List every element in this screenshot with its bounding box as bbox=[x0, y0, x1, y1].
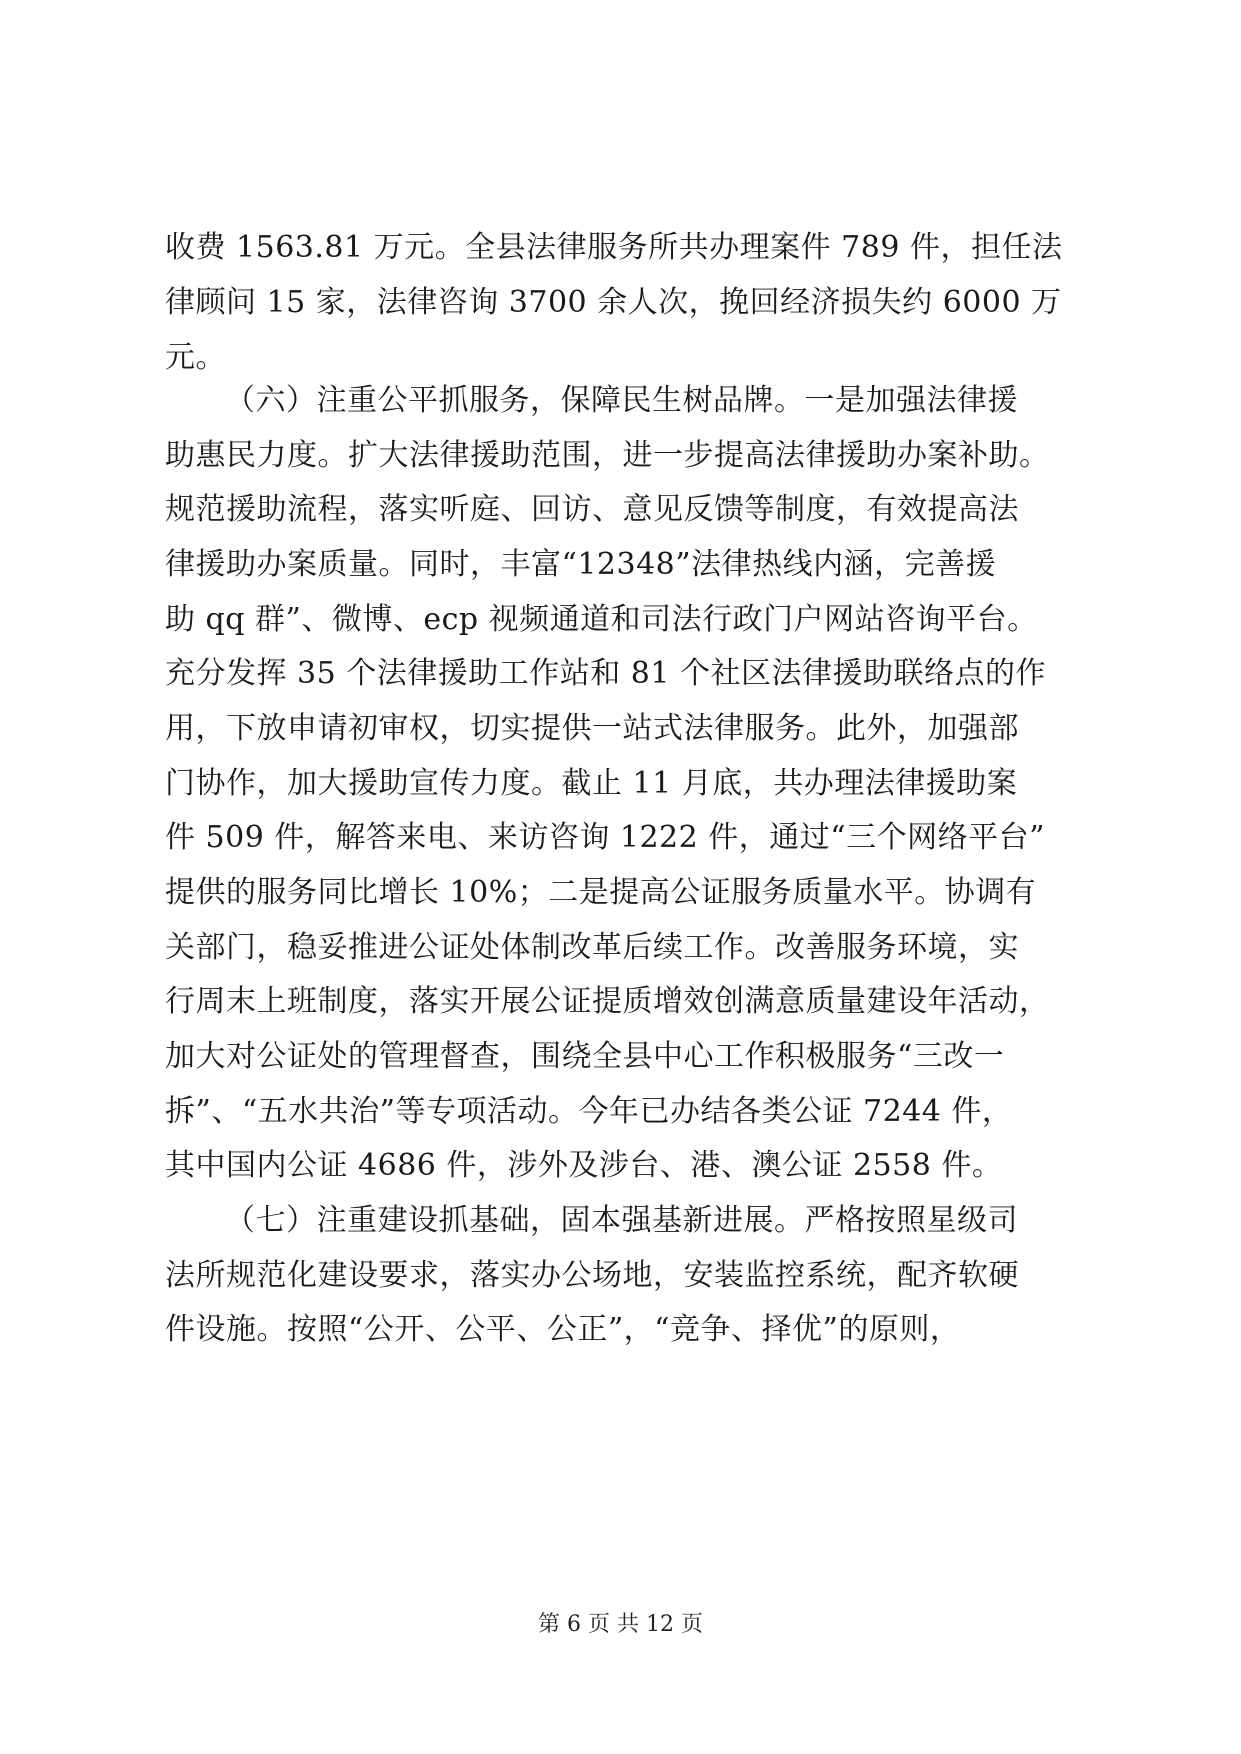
text-line: 门协作，加大援助宣传力度。截止 11 月底，共办理法律援助案 bbox=[165, 766, 1018, 801]
text-line: 加大对公证处的管理督查，围绕全县中心工作积极服务“三改一 bbox=[165, 1039, 1005, 1074]
text-line: 充分发挥 35 个法律援助工作站和 81 个社区法律援助联络点的作 bbox=[165, 656, 1046, 691]
text-line: 关部门，稳妥推进公证处体制改革后续工作。改善服务环境，实 bbox=[165, 930, 1019, 965]
text-line: 件设施。按照“公开、公平、公正”，“竞争、择优”的原则， bbox=[165, 1312, 961, 1347]
page-footer: 第 6 页 共 12 页 bbox=[538, 1612, 703, 1637]
text-line: 律顾问 15 家，法律咨询 3700 余人次，挽回经济损失约 6000 万 bbox=[165, 285, 1062, 320]
text-line: 元。 bbox=[165, 340, 226, 375]
text-line: 提供的服务同比增长 10%；二是提高公证服务质量水平。协调有 bbox=[165, 875, 1037, 910]
text-line: 行周末上班制度，落实开展公证提质增效创满意质量建设年活动， bbox=[165, 984, 1050, 1019]
text-line: 助惠民力度。扩大法律援助范围，进一步提高法律援助办案补助。 bbox=[165, 438, 1050, 473]
text-line: 律援助办案质量。同时，丰富“12348”法律热线内涵，完善援 bbox=[165, 547, 997, 582]
text-line: 用，下放申请初审权，切实提供一站式法律服务。此外，加强部 bbox=[165, 711, 1019, 746]
text-line: 其中国内公证 4686 件，涉外及涉台、港、澳公证 2558 件。 bbox=[165, 1148, 1003, 1183]
text-line: 法所规范化建设要求，落实办公场地，安装监控系统，配齐软硬 bbox=[165, 1258, 1019, 1293]
paragraph-heading-7: （七）注重建设抓基础，固本强基新进展。严格按照星级司 bbox=[225, 1203, 1018, 1238]
text-line: 拆”、“五水共治”等专项活动。今年已办结各类公证 7244 件， bbox=[165, 1094, 1013, 1129]
text-line: 收费 1563.81 万元。全县法律服务所共办理案件 789 件，担任法 bbox=[165, 230, 1063, 265]
text-line: 助 qq 群”、微博、ecp 视频通道和司法行政门户网站咨询平台。 bbox=[165, 602, 1038, 637]
paragraph-heading-6: （六）注重公平抓服务，保障民生树品牌。一是加强法律援 bbox=[225, 383, 1018, 418]
text-line: 件 509 件，解答来电、来访咨询 1222 件，通过“三个网络平台” bbox=[165, 820, 1045, 855]
text-line: 规范援助流程，落实听庭、回访、意见反馈等制度，有效提高法 bbox=[165, 492, 1019, 527]
